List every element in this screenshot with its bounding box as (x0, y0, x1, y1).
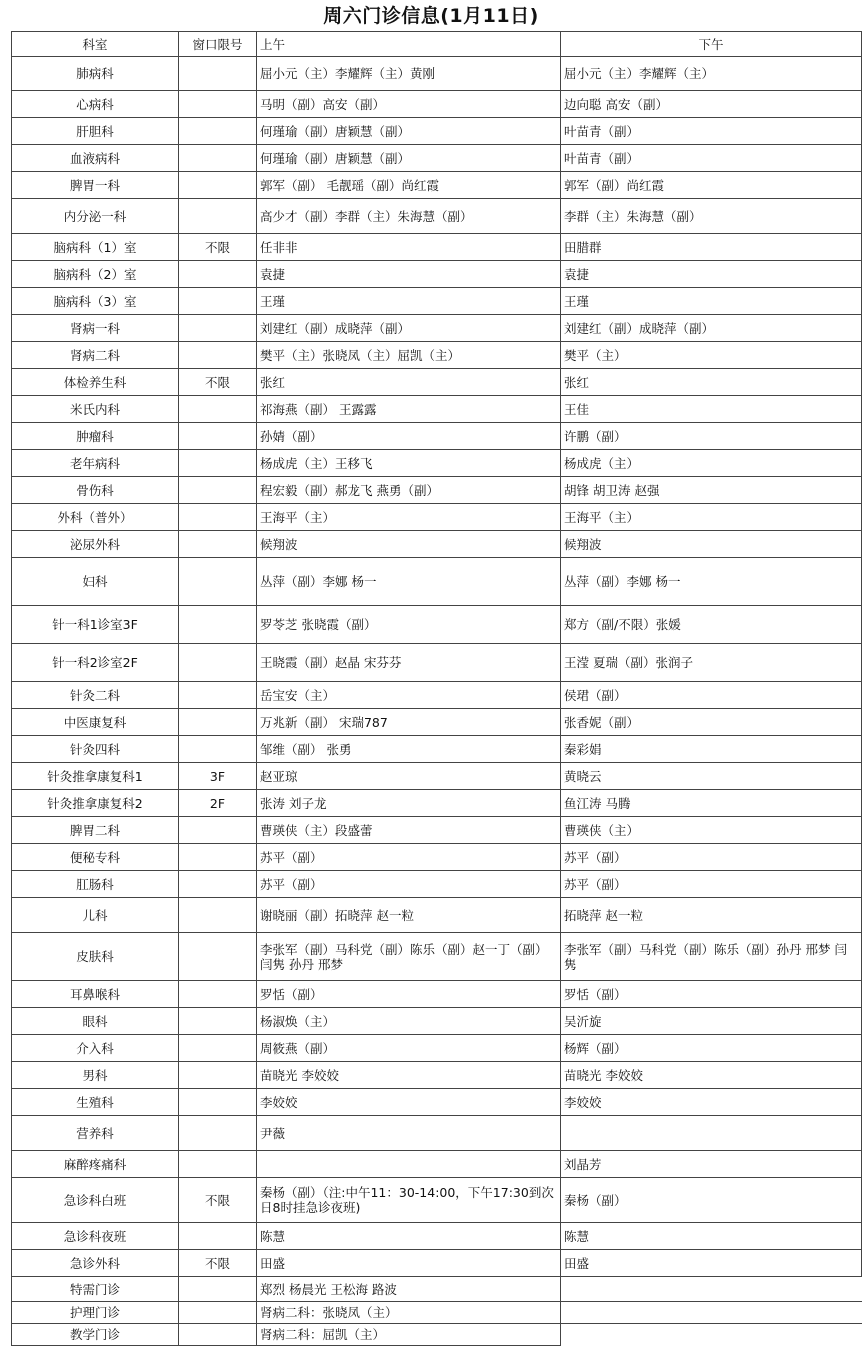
table-row (12, 145, 862, 172)
cell-pm: 苏平（副） (561, 844, 862, 871)
cell-dept: 妇科 (12, 558, 179, 606)
cell-pm: 李姣姣 (561, 1089, 862, 1116)
cell-limit (179, 844, 257, 871)
cell-limit (179, 396, 257, 423)
cell-dept: 急诊科白班 (12, 1178, 179, 1223)
table-row (12, 1008, 862, 1035)
cell-pm: 吴沂旋 (561, 1008, 862, 1035)
table-row (12, 288, 862, 315)
cell-pm: 王滢 夏瑞（副）张润子 (561, 644, 862, 682)
cell-am: 苏平（副） (257, 871, 561, 898)
cell-pm: 张香妮（副） (561, 709, 862, 736)
table-row (12, 709, 862, 736)
cell-dept: 针灸四科 (12, 736, 179, 763)
cell-dept: 肾病二科 (12, 342, 179, 369)
page-title: 周六门诊信息(1月11日) (323, 5, 539, 27)
table-row (12, 57, 862, 91)
cell-limit (179, 1151, 257, 1178)
cell-pm: 丛萍（副）李娜 杨一 (561, 558, 862, 606)
cell-am: 谢晓丽（副）拓晓萍 赵一粒 (257, 898, 561, 933)
cell-am: 罗恬（副） (257, 981, 561, 1008)
schedule-table (11, 31, 862, 1346)
cell-limit: 2F (179, 790, 257, 817)
cell-limit: 不限 (179, 369, 257, 396)
cell-am: 郭军（副） 毛靓瑶（副）尚红霞 (257, 172, 561, 199)
cell-am: 苗晓光 李姣姣 (257, 1062, 561, 1089)
table-row (12, 234, 862, 261)
cell-am: 杨淑焕（主） (257, 1008, 561, 1035)
cell-limit (179, 606, 257, 644)
table-row (12, 1089, 862, 1116)
cell-dept: 护理门诊 (12, 1302, 179, 1324)
cell-limit (179, 1302, 257, 1324)
cell-pm: 王佳 (561, 396, 862, 423)
cell-limit (179, 933, 257, 981)
schedule-table-body (12, 32, 862, 1346)
cell-pm: 苗晓光 李姣姣 (561, 1062, 862, 1089)
cell-dept: 介入科 (12, 1035, 179, 1062)
cell-pm: 杨成虎（主） (561, 450, 862, 477)
table-row (12, 199, 862, 234)
cell-dept: 体检养生科 (12, 369, 179, 396)
cell-limit (179, 504, 257, 531)
cell-limit (179, 172, 257, 199)
cell-dept: 麻醉疼痛科 (12, 1151, 179, 1178)
cell-dept: 便秘专科 (12, 844, 179, 871)
cell-limit (179, 423, 257, 450)
cell-limit (179, 261, 257, 288)
cell-pm (561, 1116, 862, 1151)
table-row (12, 1151, 862, 1178)
cell-limit (179, 91, 257, 118)
cell-pm: 王海平（主） (561, 504, 862, 531)
cell-dept: 肝胆科 (12, 118, 179, 145)
cell-am (257, 1151, 561, 1178)
cell-am: 王海平（主） (257, 504, 561, 531)
cell-dept: 针一科1诊室3F (12, 606, 179, 644)
cell-pm: 刘建红（副）成晓萍（副） (561, 315, 862, 342)
table-row (12, 1116, 862, 1151)
cell-limit (179, 1089, 257, 1116)
cell-pm: 黄晓云 (561, 763, 862, 790)
cell-limit (179, 1116, 257, 1151)
cell-pm: 杨辉（副） (561, 1035, 862, 1062)
cell-am: 田盛 (257, 1250, 561, 1277)
table-row (12, 315, 862, 342)
table-row (12, 736, 862, 763)
cell-limit (179, 477, 257, 504)
cell-am: 樊平（主）张晓凤（主）屈凯（主） (257, 342, 561, 369)
cell-limit (179, 817, 257, 844)
cell-dept: 骨伤科 (12, 477, 179, 504)
cell-pm: 曹瑛侠（主） (561, 817, 862, 844)
cell-am: 苏平（副） (257, 844, 561, 871)
cell-am: 候翔波 (257, 531, 561, 558)
cell-am: 赵亚琼 (257, 763, 561, 790)
table-row (12, 450, 862, 477)
header-am: 上午 (257, 32, 561, 57)
cell-am: 高少才（副）李群（主）朱海慧（副） (257, 199, 561, 234)
table-row (12, 790, 862, 817)
cell-limit (179, 450, 257, 477)
cell-dept: 针一科2诊室2F (12, 644, 179, 682)
cell-dept: 营养科 (12, 1116, 179, 1151)
cell-limit (179, 1008, 257, 1035)
cell-dept: 特需门诊 (12, 1277, 179, 1302)
table-row (12, 1250, 862, 1277)
cell-limit (179, 1324, 257, 1346)
cell-pm: 叶苗青（副） (561, 118, 862, 145)
header-limit: 窗口限号 (179, 32, 257, 57)
cell-am: 任非非 (257, 234, 561, 261)
cell-pm: 侯珺（副） (561, 682, 862, 709)
cell-limit (179, 342, 257, 369)
cell-dept: 生殖科 (12, 1089, 179, 1116)
cell-limit (179, 1277, 257, 1302)
cell-am: 周筱燕（副） (257, 1035, 561, 1062)
cell-limit: 不限 (179, 1250, 257, 1277)
cell-pm: 边向聪 高安（副） (561, 91, 862, 118)
cell-am: 祁海燕（副） 王露露 (257, 396, 561, 423)
cell-am: 孙婧（副） (257, 423, 561, 450)
table-row (12, 342, 862, 369)
cell-pm (561, 1277, 862, 1302)
cell-pm: 郑方（副/不限）张媛 (561, 606, 862, 644)
table-row (12, 172, 862, 199)
cell-pm: 陈慧 (561, 1223, 862, 1250)
cell-limit: 3F (179, 763, 257, 790)
cell-pm: 罗恬（副） (561, 981, 862, 1008)
cell-am: 邹维（副） 张勇 (257, 736, 561, 763)
table-row (12, 898, 862, 933)
cell-limit (179, 1062, 257, 1089)
table-row (12, 531, 862, 558)
cell-limit (179, 118, 257, 145)
table-row (12, 369, 862, 396)
table-row (12, 981, 862, 1008)
cell-pm: 叶苗青（副） (561, 145, 862, 172)
cell-dept: 皮肤科 (12, 933, 179, 981)
cell-limit: 不限 (179, 234, 257, 261)
table-row (12, 261, 862, 288)
cell-limit (179, 57, 257, 91)
cell-am: 何瑾瑜（副）唐颖慧（副） (257, 145, 561, 172)
cell-dept: 脑病科（1）室 (12, 234, 179, 261)
table-row (12, 1324, 862, 1346)
cell-am: 袁捷 (257, 261, 561, 288)
cell-pm: 苏平（副） (561, 871, 862, 898)
cell-dept: 脾胃二科 (12, 817, 179, 844)
cell-am: 陈慧 (257, 1223, 561, 1250)
cell-dept: 针灸推拿康复科2 (12, 790, 179, 817)
table-row (12, 933, 862, 981)
cell-dept: 中医康复科 (12, 709, 179, 736)
cell-am: 万兆新（副） 宋瑞787 (257, 709, 561, 736)
cell-am: 杨成虎（主）王移飞 (257, 450, 561, 477)
cell-limit (179, 871, 257, 898)
cell-dept: 心病科 (12, 91, 179, 118)
cell-dept: 教学门诊 (12, 1324, 179, 1346)
cell-pm: 田腊群 (561, 234, 862, 261)
table-row (12, 844, 862, 871)
cell-pm: 胡锋 胡卫涛 赵强 (561, 477, 862, 504)
cell-am: 岳宝安（主） (257, 682, 561, 709)
table-row (12, 871, 862, 898)
cell-limit (179, 558, 257, 606)
cell-dept: 内分泌一科 (12, 199, 179, 234)
cell-pm: 袁捷 (561, 261, 862, 288)
cell-dept: 肿瘤科 (12, 423, 179, 450)
cell-pm: 刘晶芳 (561, 1151, 862, 1178)
cell-limit (179, 531, 257, 558)
cell-pm (561, 1302, 862, 1324)
cell-pm: 屈小元（主）李耀辉（主） (561, 57, 862, 91)
header-dept: 科室 (12, 32, 179, 57)
cell-limit (179, 736, 257, 763)
cell-am: 丛萍（副）李娜 杨一 (257, 558, 561, 606)
cell-pm: 秦彩娟 (561, 736, 862, 763)
cell-dept: 肾病一科 (12, 315, 179, 342)
table-row (12, 606, 862, 644)
table-row (12, 91, 862, 118)
cell-pm: 李张军（副）马科党（副）陈乐（副）孙丹 邢梦 闫隽 (561, 933, 862, 981)
cell-limit (179, 981, 257, 1008)
cell-dept: 肛肠科 (12, 871, 179, 898)
table-row (12, 118, 862, 145)
cell-limit (179, 709, 257, 736)
header-row (12, 32, 862, 57)
table-row (12, 763, 862, 790)
cell-dept: 泌尿外科 (12, 531, 179, 558)
table-row (12, 1302, 862, 1324)
cell-dept: 肺病科 (12, 57, 179, 91)
cell-am: 屈小元（主）李耀辉（主）黄刚 (257, 57, 561, 91)
table-row (12, 396, 862, 423)
cell-dept: 米氏内科 (12, 396, 179, 423)
cell-am: 曹瑛侠（主）段盛蕾 (257, 817, 561, 844)
cell-am: 程宏毅（副）郝龙飞 燕勇（副） (257, 477, 561, 504)
cell-am: 秦杨（副）（注:中午11：30-14:00，下午17:30到次日8时挂急诊夜班) (257, 1178, 561, 1223)
cell-dept: 外科（普外） (12, 504, 179, 531)
cell-pm: 秦杨（副） (561, 1178, 862, 1223)
cell-am: 王瑾 (257, 288, 561, 315)
cell-am: 郑烈 杨晨光 王松海 路波 (257, 1277, 561, 1302)
cell-limit (179, 644, 257, 682)
cell-dept: 男科 (12, 1062, 179, 1089)
cell-dept: 血液病科 (12, 145, 179, 172)
table-row (12, 1223, 862, 1250)
cell-pm: 樊平（主） (561, 342, 862, 369)
table-row (12, 477, 862, 504)
table-row (12, 558, 862, 606)
table-row (12, 682, 862, 709)
cell-dept: 急诊外科 (12, 1250, 179, 1277)
cell-pm: 田盛 (561, 1250, 862, 1277)
cell-pm: 李群（主）朱海慧（副） (561, 199, 862, 234)
cell-am: 马明（副）高安（副） (257, 91, 561, 118)
cell-am: 李姣姣 (257, 1089, 561, 1116)
table-row (12, 817, 862, 844)
cell-limit (179, 898, 257, 933)
cell-am: 何瑾瑜（副）唐颖慧（副） (257, 118, 561, 145)
cell-dept: 老年病科 (12, 450, 179, 477)
cell-pm: 鱼江涛 马腾 (561, 790, 862, 817)
cell-am: 李张军（副）马科党（副）陈乐（副）赵一丁（副）闫隽 孙丹 邢梦 (257, 933, 561, 981)
cell-dept: 眼科 (12, 1008, 179, 1035)
cell-limit (179, 315, 257, 342)
cell-dept: 急诊科夜班 (12, 1223, 179, 1250)
cell-dept: 脑病科（2）室 (12, 261, 179, 288)
cell-am: 王晓霞（副）赵晶 宋芬芬 (257, 644, 561, 682)
cell-am: 刘建红（副）成晓萍（副） (257, 315, 561, 342)
cell-am: 肾病二科：屈凯（主） (257, 1324, 561, 1346)
cell-pm: 王瑾 (561, 288, 862, 315)
table-row (12, 1035, 862, 1062)
cell-dept: 脾胃一科 (12, 172, 179, 199)
cell-dept: 儿科 (12, 898, 179, 933)
cell-am: 罗苓芝 张晓霞（副） (257, 606, 561, 644)
cell-dept: 耳鼻喉科 (12, 981, 179, 1008)
cell-limit (179, 145, 257, 172)
cell-am: 肾病二科：张晓凤（主） (257, 1302, 561, 1324)
cell-limit (179, 1223, 257, 1250)
cell-am: 尹薇 (257, 1116, 561, 1151)
header-pm: 下午 (561, 32, 862, 57)
cell-pm: 候翔波 (561, 531, 862, 558)
cell-dept: 脑病科（3）室 (12, 288, 179, 315)
cell-pm: 郭军（副）尚红霞 (561, 172, 862, 199)
cell-am: 张红 (257, 369, 561, 396)
cell-pm: 拓晓萍 赵一粒 (561, 898, 862, 933)
table-row (12, 504, 862, 531)
cell-dept: 针灸推拿康复科1 (12, 763, 179, 790)
cell-am: 张涛 刘子龙 (257, 790, 561, 817)
table-row (12, 1062, 862, 1089)
cell-limit: 不限 (179, 1178, 257, 1223)
cell-limit (179, 288, 257, 315)
cell-dept: 针灸二科 (12, 682, 179, 709)
cell-pm: 许鹏（副） (561, 423, 862, 450)
cell-pm: 张红 (561, 369, 862, 396)
cell-limit (179, 682, 257, 709)
cell-limit (179, 1035, 257, 1062)
cell-limit (179, 199, 257, 234)
cell-pm (561, 1324, 862, 1346)
table-row (12, 1178, 862, 1223)
table-row (12, 423, 862, 450)
table-row (12, 1277, 862, 1302)
table-row (12, 644, 862, 682)
